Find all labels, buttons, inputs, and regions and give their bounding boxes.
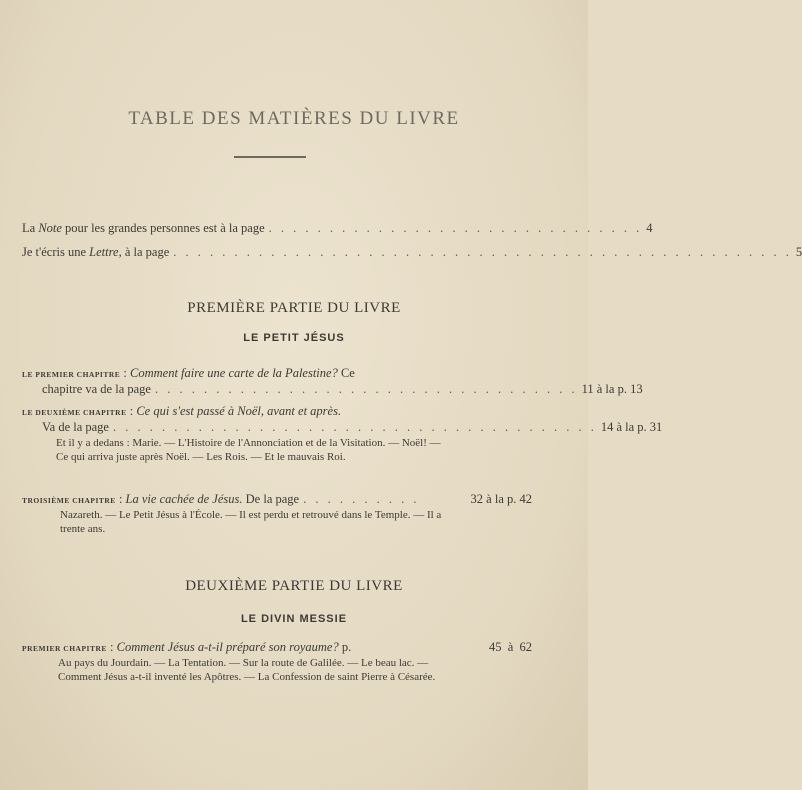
dot-leader: . . . . . . . . . . . . . . . . . . . . . . . . . . . . . . . . . . . xyxy=(154,382,578,396)
front-entry-note xyxy=(22,221,653,236)
chapter-label: LE PREMIER CHAPITRE xyxy=(22,370,121,379)
chapter-title: Comment faire une carte de la Palestine? xyxy=(130,366,338,380)
part2-title: DEUXIÈME PARTIE DU LIVRE xyxy=(185,578,403,594)
entry-text-em: Lettre xyxy=(89,245,119,259)
chapter-pages-row xyxy=(22,420,663,435)
entry-text-a: Je t'écris une xyxy=(22,245,90,259)
page-range: 32 à la p. 42 xyxy=(470,492,532,506)
chapter-content: Et il y a dedans : Marie. — L'Histoire de l'Annonciation et de la Visitation. — Noël! — Ce qui arriva juste après Noël. — Les Rois. — Et le mauvais Roi. xyxy=(56,437,441,463)
part2-subtitle: LE DIVIN MESSIE xyxy=(240,613,348,625)
entry-text-b: , à la page xyxy=(118,245,170,259)
chapter-after: De la page xyxy=(242,492,300,506)
front-entry-letter xyxy=(22,245,802,260)
front-entry-text xyxy=(22,245,169,260)
chapter-label: LE DEUXIÈME CHAPITRE xyxy=(22,408,127,417)
page-number: 4 xyxy=(646,221,653,235)
dot-leader: . . . . . . . . . . . . . . . . . . . . . . . . . . . . . . . . . . . . . . . . . . . . . . . . . . . xyxy=(173,245,792,259)
chapter-heading xyxy=(22,640,532,656)
chapter-sep: : xyxy=(120,366,130,380)
front-entry-text xyxy=(22,221,265,236)
chapter-entry xyxy=(22,404,663,435)
chapter-label: TROISIÈME CHAPITRE xyxy=(22,496,116,505)
chapter-heading xyxy=(22,492,532,508)
chapter-sep: : xyxy=(126,404,137,418)
chapter-line2: chapitre va de la page xyxy=(42,382,151,396)
chapter-content: Au pays du Jourdain. — La Tentation. — Sur la route de Galilée. — Le beau lac. — Comment Jésus a-t-il inventé les Apôtres. — La Confession de saint Pierre à Césarée. xyxy=(58,657,436,683)
chapter-content: Nazareth. — Le Petit Jésus à l'École. — Il est perdu et retrouvé dans le Temple. — Il a trente ans. xyxy=(60,509,442,535)
title-rule xyxy=(234,156,306,158)
entry-text-a: La xyxy=(22,221,39,235)
chapter-heading-text xyxy=(22,640,351,656)
dot-leader: . . . . . . . . . . . . . . . . . . . . . . . . . . . . . . . . . . . . . . . . xyxy=(112,420,597,434)
chapter-title: Comment Jésus a-t-il préparé son royaume? xyxy=(116,640,339,654)
chapter-sep: : xyxy=(106,640,117,654)
chapter-sep: : xyxy=(115,492,126,506)
entry-text-em: Note xyxy=(38,221,62,235)
page-number: 5 xyxy=(795,245,802,259)
page-range: 45 à 62 xyxy=(488,640,532,654)
page-range: 14 à la p. 31 xyxy=(600,420,663,434)
chapter-title: La vie cachée de Jésus. xyxy=(125,492,243,506)
chapter-after: p. xyxy=(338,640,352,654)
dot-leader: . . . . . . . . . . xyxy=(303,492,420,506)
chapter-entry xyxy=(22,492,532,508)
chapter-heading xyxy=(22,366,532,382)
dot-leader: . . . . . . . . . . . . . . . . . . . . . . . . . . . . . . . xyxy=(268,221,643,235)
page-range: 11 à la p. 13 xyxy=(581,382,643,396)
chapter-title: Ce qui s'est passé à Noël, avant et après. xyxy=(136,404,342,418)
part1-subtitle: LE PETIT JÉSUS xyxy=(243,332,345,344)
chapter-entry xyxy=(22,640,532,656)
chapter-label: PREMIER CHAPITRE xyxy=(22,644,107,653)
part1-title: PREMIÈRE PARTIE DU LIVRE xyxy=(187,300,401,316)
chapter-after: Ce xyxy=(337,366,355,380)
chapter-pages-row xyxy=(22,382,643,397)
chapter-heading xyxy=(22,404,532,420)
chapter-heading-text xyxy=(22,492,299,508)
chapter-entry xyxy=(22,366,643,397)
chapter-line2: Va de la page xyxy=(42,420,109,434)
page-title: TABLE DES MATIÈRES DU LIVRE xyxy=(128,108,460,129)
entry-text-b: pour les grandes personnes est à la page xyxy=(61,221,265,235)
